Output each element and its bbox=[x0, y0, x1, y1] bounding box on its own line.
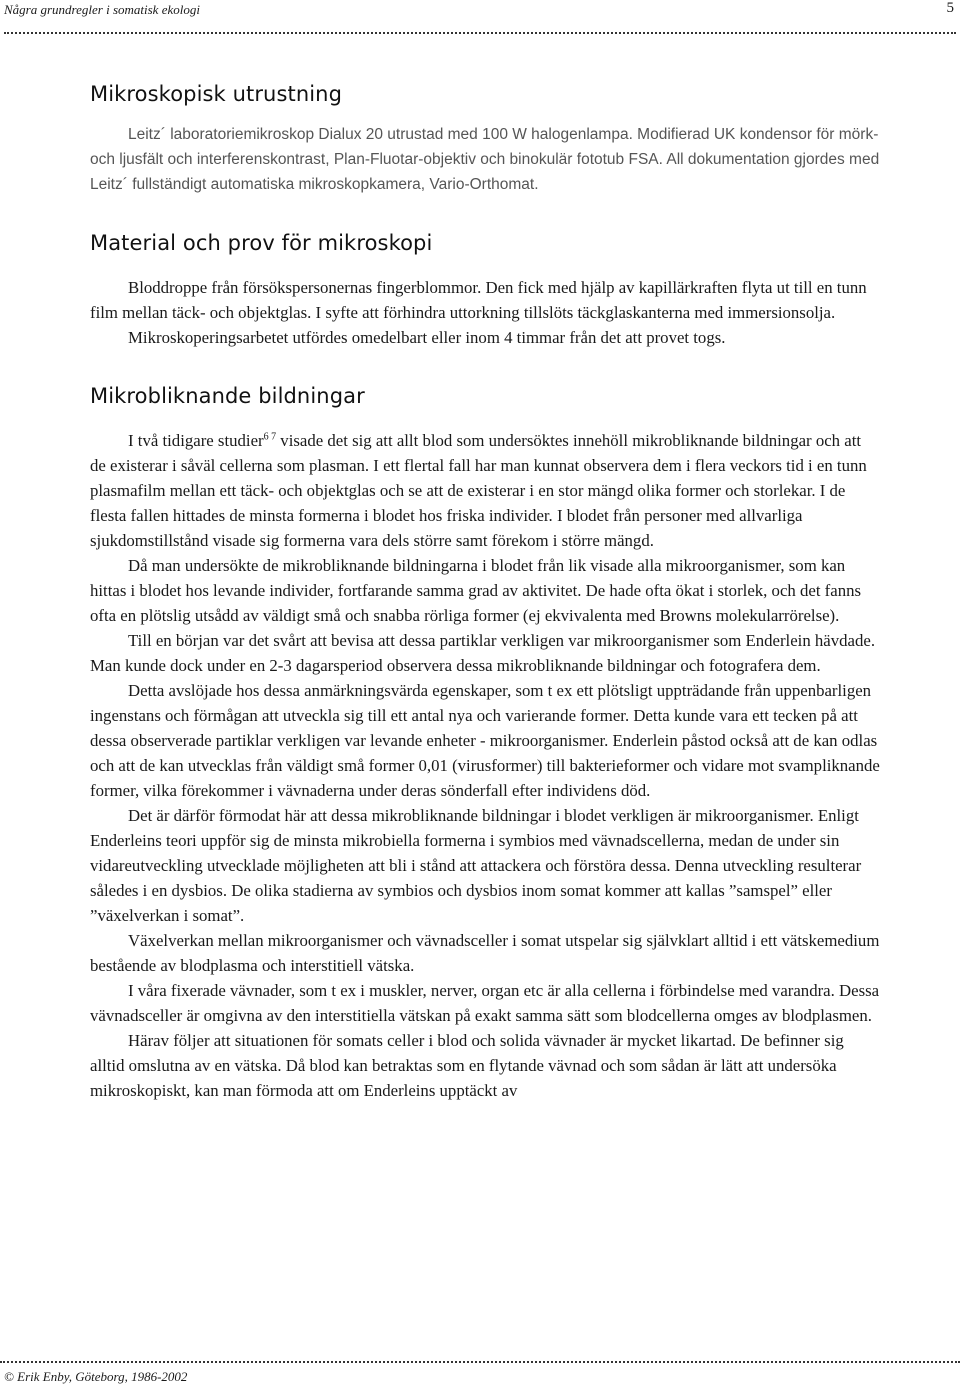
paragraph-material-2: Mikroskoperingsarbetet utfördes omedelbart eller inom 4 timmar från det att provet togs. bbox=[128, 328, 726, 347]
intro-text-start: I två tidigare studier bbox=[128, 431, 264, 450]
paragraph-microbe-intro bbox=[90, 428, 880, 553]
paragraph-microbe-8: Härav följer att situationen för somats celler i blod och solida vävnader är mycket likartad. De befinner sig alltid omslutna av en vätska. Då blod kan betraktas som en flytande vävnad och som sådan är lätt att undersöka mikroskopiskt, kan man förmoda att om Enderleins upptäckt av bbox=[90, 1031, 844, 1100]
page-number: 5 bbox=[946, 0, 954, 16]
paragraph-microbe-5: Det är därför förmodat här att dessa mikrobliknande bildningar i blodet verkligen är mikroorganismer. Enligt Enderleins teori uppför sig de minsta mikrobiella formerna i symbios med vävnadscellerna, medan de under sin vidareutveckling utvecklade möjligheten att bli i stånd att attackera och förstöra dessa. Denna utveckling resulterar således i en dysbios. De olika stadierna av symbios och dysbios inom somat kommer att kallas ”samspel” eller ”växelverkan i somat”. bbox=[90, 806, 862, 925]
paragraph-equipment: Leitz´ laboratoriemikroskop Dialux 20 utrustad med 100 W halogenlampa. Modifierad UK kondensor för mörk- och ljusfält och interferenskontrast, Plan-Fluotar-objektiv och binokulär fototub FSA. All dokumentation gjordes med Leitz´ fullständigt automatiska mikroskopkamera, Vario-Orthomat. bbox=[90, 126, 880, 193]
intro-text-rest: visade det sig att allt blod som undersöktes innehöll mikrobliknande bildningar och att de existerar i såväl cellerna som plasman. I ett flertal fall har man kunnat observera dem i flera veckors tid i en tunn plasmafilm mellan ett täck- och objektglas och se att de existerar i en stor mängd olika former och storlekar. I de flesta fallen hittades de minsta formerna i blodet hos friska individer. I blodet från personer med allvarliga sjukdomstillstånd visade sig formerna vara dels större samt förekom i större mängd. bbox=[90, 431, 867, 550]
paragraph-microbe-7: I våra fixerade vävnader, som t ex i muskler, nerver, organ etc är alla cellerna i förbindelse med varandra. Dessa vävnadsceller är omgivna av den interstitiella vätskan på exakt samma sätt som blodcellerna omges av blodplasmen. bbox=[90, 981, 880, 1025]
section-heading-material: Material och prov för mikroskopi bbox=[90, 231, 433, 255]
header-dotted-rule bbox=[4, 32, 956, 34]
paragraph-material-1: Bloddroppe från försökspersonernas fingerblommor. Den fick med hjälp av kapillärkraften flyta ut till en tunn film mellan täck- och objektglas. I syfte att förhindra uttorkning tillslöts täckglaskanterna med immersionsolja. bbox=[90, 278, 867, 322]
paragraph-microbe-3: Till en början var det svårt att bevisa att dessa partiklar verkligen var mikroorganismer som Enderlein hävdade. Man kunde dock under en 2-3 dagarsperiod observera dessa mikrobliknande bildningar och fotografera dem. bbox=[90, 631, 876, 675]
section-heading-microbe-like: Mikrobliknande bildningar bbox=[90, 384, 365, 408]
paragraph-microbe-6: Växelverkan mellan mikroorganismer och vävnadsceller i somat utspelar sig självklart alltid i ett vätskemedium bestående av blodplasma och interstitiell vätska. bbox=[90, 931, 880, 975]
footer-copyright: © Erik Enby, Göteborg, 1986-2002 bbox=[4, 1369, 188, 1384]
page-body bbox=[90, 82, 880, 1103]
running-header bbox=[4, 0, 956, 36]
paragraph-microbe-2: Då man undersökte de mikrobliknande bildningarna i blodet från lik visade alla mikroorganismer, som kan hittas i blodet hos levande individer, fortfarande samma grad av aktivitet. De hade ofta ökat i storlek, och det fanns ofta en plötslig utsådd av väldigt små och snabba rörliga former (ej ekvivalenta med Browns molekularrörelse). bbox=[90, 556, 862, 625]
running-title: Några grundregler i somatisk ekologi bbox=[4, 2, 200, 17]
reference-superscript: 6 7 bbox=[263, 431, 277, 443]
paragraph-microbe-4: Detta avslöjade hos dessa anmärkningsvärda egenskaper, som t ex ett plötsligt uppträdande från uppenbarligen ingenstans och förmågan att utveckla sig till ett antal nya och varierande former. Detta kunde vara ett tecken på att dessa observerade partiklar verkligen var levande enheter - mikroorganismer. Enderlein påstod också att de kan odlas och att de kan utvecklas från väldigt små former 0,01 (virusformer) till bakterieformer och vidare mot svampliknande former, vilka förekommer i vävnaderna under deras sönderfall efter individens död. bbox=[90, 681, 880, 800]
section-heading-equipment: Mikroskopisk utrustning bbox=[90, 82, 343, 106]
footer-dotted-rule bbox=[0, 1361, 960, 1363]
